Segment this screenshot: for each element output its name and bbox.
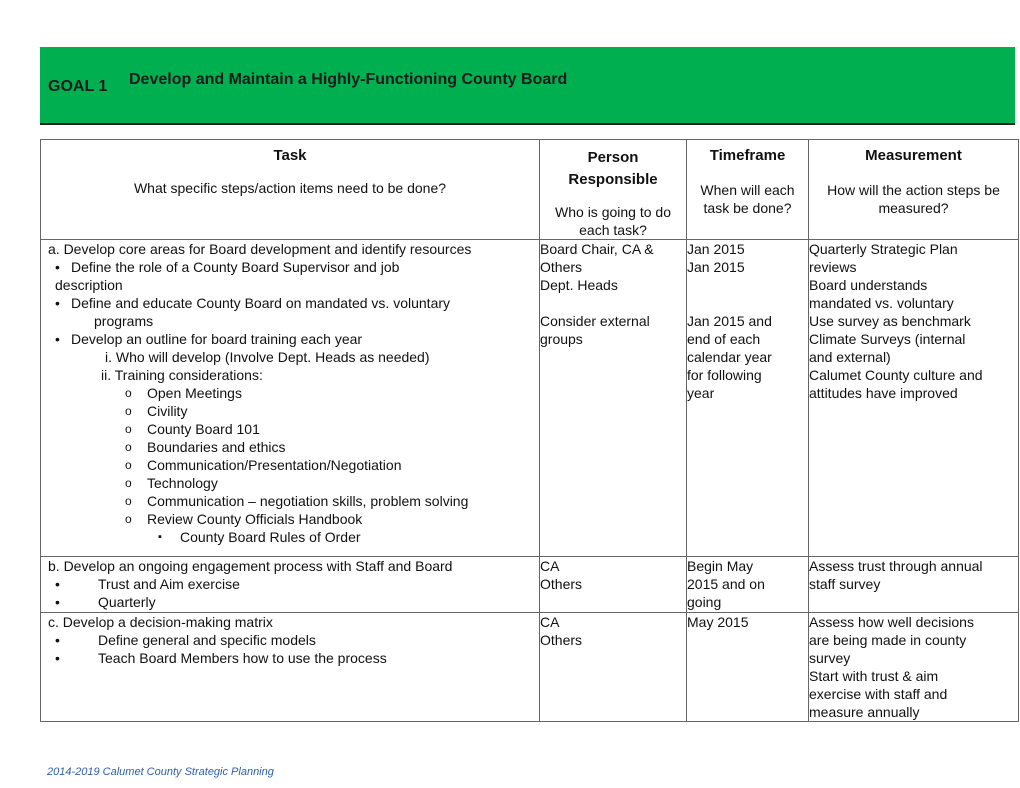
- timeframe-header: [687, 140, 809, 240]
- measurement-header-title: Measurement: [865, 147, 962, 164]
- list-item: [41, 649, 539, 667]
- list-item: [41, 258, 539, 276]
- list-item-continuation: [41, 276, 539, 294]
- task-main: c. Develop a decision-making matrix: [48, 614, 273, 630]
- roman-item-text: i. Who will develop (Involve Dept. Heads as needed): [105, 349, 430, 365]
- measurement-line: Use survey as benchmark: [809, 313, 971, 329]
- measurement-cell: [809, 557, 1019, 613]
- person-header: [540, 140, 687, 240]
- measurement-line: are being made in county: [809, 632, 967, 648]
- bullet-text: Teach Board Members how to use the process: [98, 650, 387, 666]
- list-item: [41, 492, 539, 510]
- measurement-line: measure annually: [809, 704, 920, 720]
- timeframe-header-question: When will each task be done?: [700, 182, 795, 216]
- training-item-text: Communication/Presentation/Negotiation: [147, 457, 402, 473]
- bullet-text: programs: [94, 313, 154, 329]
- timeframe-line: for following: [687, 367, 762, 383]
- training-item-text: County Board 101: [147, 421, 260, 437]
- timeframe-header-title: Timeframe: [709, 147, 786, 164]
- spacer: [540, 294, 686, 312]
- task-cell: [41, 613, 540, 722]
- task-header: [41, 140, 540, 240]
- person-line: Board Chair, CA &: [540, 241, 654, 257]
- table-row: [41, 557, 1019, 613]
- measurement-line: Assess trust through annual: [809, 558, 983, 574]
- list-item: [41, 330, 539, 348]
- person-line: Consider external: [540, 313, 650, 329]
- training-item-text: Civility: [147, 403, 188, 419]
- measurement-line: Board understands: [809, 277, 928, 293]
- task-main: b. Develop an ongoing engagement process with Staff and Board: [48, 558, 453, 574]
- person-line: CA: [540, 558, 560, 574]
- training-item-text: Boundaries and ethics: [147, 439, 286, 455]
- timeframe-line: year: [687, 385, 715, 401]
- timeframe-line: May 2015: [687, 614, 749, 630]
- training-item-text: Technology: [147, 475, 218, 491]
- measurement-line: staff survey: [809, 576, 881, 592]
- task-main: a. Develop core areas for Board development and identify resources: [48, 241, 472, 257]
- task-header-title: Task: [273, 147, 307, 164]
- timeframe-line: Jan 2015: [687, 241, 745, 257]
- measurement-header-question: How will the action steps be measured?: [827, 182, 1000, 216]
- person-line: Others: [540, 576, 583, 592]
- roman-item-text: ii. Training considerations:: [101, 367, 263, 383]
- table-row: [41, 613, 1019, 722]
- measurement-line: Start with trust & aim: [809, 668, 939, 684]
- goal-banner: [40, 47, 1015, 125]
- person-cell: [540, 557, 687, 613]
- list-item: [41, 510, 539, 528]
- timeframe-cell: [687, 240, 809, 557]
- person-line: Others: [540, 259, 583, 275]
- bullet-text: Define and educate County Board on mandated vs. voluntary: [71, 295, 451, 311]
- timeframe-line: Jan 2015: [687, 259, 745, 275]
- bullet-text: Develop an outline for board training each year: [71, 331, 363, 347]
- bullet-text: Define the role of a County Board Supervisor and job: [71, 259, 400, 275]
- bullet-text: Quarterly: [98, 594, 156, 610]
- goal-label: GOAL 1: [48, 78, 108, 95]
- page-footer: 2014-2019 Calumet County Strategic Planning: [47, 766, 274, 778]
- task-header-question: What specific steps/action items need to be done?: [133, 180, 447, 196]
- person-line: groups: [540, 331, 583, 347]
- timeframe-line: Begin May: [687, 558, 754, 574]
- training-item-text: Open Meetings: [147, 385, 242, 401]
- person-header-title: Person Responsible: [568, 149, 658, 188]
- timeframe-line: going: [687, 594, 722, 610]
- list-item: [41, 474, 539, 492]
- measurement-line: reviews: [809, 259, 857, 275]
- training-item-text: Review County Officials Handbook: [147, 511, 363, 527]
- measurement-cell: [809, 240, 1019, 557]
- measurement-cell: [809, 613, 1019, 722]
- strategic-plan-table: [40, 139, 1015, 720]
- person-cell: [540, 240, 687, 557]
- person-header-question: Who is going to do each task?: [555, 204, 671, 238]
- spacer: [687, 276, 808, 312]
- timeframe-line: Jan 2015 and: [687, 313, 772, 329]
- list-item: [41, 294, 539, 312]
- measurement-line: Assess how well decisions: [809, 614, 974, 630]
- measurement-line: Quarterly Strategic Plan: [809, 241, 958, 257]
- measurement-line: Calumet County culture and: [809, 367, 983, 383]
- measurement-line: survey: [809, 650, 851, 666]
- person-cell: [540, 613, 687, 722]
- timeframe-cell: [687, 613, 809, 722]
- list-item: [41, 593, 539, 611]
- measurement-line: mandated vs. voluntary: [809, 295, 954, 311]
- timeframe-cell: [687, 557, 809, 613]
- measurement-header: [809, 140, 1019, 240]
- table-header-row: [41, 140, 1019, 240]
- list-item: [41, 456, 539, 474]
- measurement-line: and external): [809, 349, 891, 365]
- training-item-text: Communication – negotiation skills, problem solving: [147, 493, 469, 509]
- person-line: Dept. Heads: [540, 277, 618, 293]
- task-cell: [41, 240, 540, 557]
- measurement-line: attitudes have improved: [809, 385, 958, 401]
- timeframe-line: calendar year: [687, 349, 772, 365]
- list-item: [41, 528, 539, 546]
- bullet-text: description: [55, 277, 123, 293]
- person-line: Others: [540, 632, 583, 648]
- bullet-text: Trust and Aim exercise: [98, 576, 240, 592]
- timeframe-line: end of each: [687, 331, 761, 347]
- goal-title: Develop and Maintain a Highly-Functioning County Board: [129, 71, 568, 88]
- list-item: [41, 384, 539, 402]
- measurement-line: exercise with staff and: [809, 686, 948, 702]
- list-item-continuation: [41, 312, 539, 330]
- table-row: [41, 240, 1019, 557]
- list-item: [41, 438, 539, 456]
- list-item: [41, 402, 539, 420]
- timeframe-line: 2015 and on: [687, 576, 765, 592]
- person-line: CA: [540, 614, 560, 630]
- list-item: [41, 420, 539, 438]
- list-item: [41, 366, 539, 384]
- measurement-line: Climate Surveys (internal: [809, 331, 966, 347]
- task-cell: [41, 557, 540, 613]
- list-item: [41, 631, 539, 649]
- bullet-text: Define general and specific models: [98, 632, 316, 648]
- subitem-text: County Board Rules of Order: [180, 529, 361, 545]
- list-item: [41, 348, 539, 366]
- list-item: [41, 575, 539, 593]
